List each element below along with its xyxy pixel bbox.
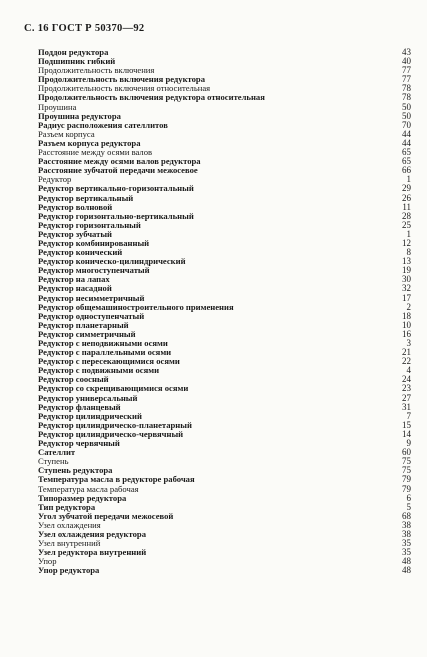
index-term: Продолжительность включения относительная	[38, 83, 211, 94]
index-page-number: 65	[402, 147, 411, 158]
index-term: Редуктор со скрещивающимися осями	[38, 383, 189, 394]
index-term: Тип редуктора	[38, 501, 96, 512]
index-term: Редуктор цилиндрический	[38, 410, 142, 421]
index-page-number: 44	[402, 128, 411, 139]
index-page-number: 22	[402, 356, 411, 367]
index-entry	[38, 439, 411, 448]
index-page-number: 15	[402, 419, 411, 430]
index-page-number: 35	[402, 547, 411, 558]
index-page-number: 43	[402, 47, 411, 57]
index-page-number: 68	[402, 510, 411, 521]
index-page-number: 40	[402, 56, 411, 67]
index-term: Редуктор вертикальный	[38, 192, 134, 203]
index-page-number: 38	[402, 528, 411, 539]
index-page-number: 48	[402, 556, 411, 567]
index-page-number: 5	[406, 501, 411, 512]
index-term: Типоразмер редуктора	[38, 492, 127, 503]
index-page-number: 48	[402, 565, 411, 576]
index-page-number: 10	[402, 319, 411, 330]
index-page-number: 1	[406, 174, 411, 185]
index-term: Разъем корпуса	[38, 128, 95, 139]
index-entry	[38, 566, 411, 575]
index-page-number: 35	[402, 538, 411, 549]
term-index-list	[38, 48, 411, 575]
index-page-number: 66	[402, 165, 411, 176]
index-term: Редуктор горизонтальный	[38, 219, 141, 230]
index-term: Редуктор вертикально-горизонтальный	[38, 183, 194, 194]
index-term: Редуктор фланцевый	[38, 401, 121, 412]
index-term: Разъем корпуса редуктора	[38, 137, 141, 148]
index-page-number: 24	[402, 374, 411, 385]
index-page-number: 9	[406, 438, 411, 449]
index-page-number: 75	[402, 465, 411, 476]
index-term: Ступень редуктора	[38, 465, 113, 476]
index-page-number: 23	[402, 383, 411, 394]
index-page-number: 26	[402, 192, 411, 203]
index-term: Расстояние между осями валов редуктора	[38, 156, 201, 167]
index-page-number: 29	[402, 183, 411, 194]
index-page-number: 77	[402, 65, 411, 76]
index-page-number: 60	[402, 447, 411, 458]
index-term: Узел охлаждения	[38, 519, 101, 530]
index-page-number: 50	[402, 101, 411, 112]
index-term: Редуктор коническо-цилиндрический	[38, 256, 186, 267]
index-term: Подшипник гибкий	[38, 56, 116, 67]
index-term: Редуктор насадной	[38, 283, 112, 294]
index-term: Сателлит	[38, 447, 76, 458]
index-page-number: 77	[402, 74, 411, 85]
index-term: Продолжительность включения	[38, 65, 155, 76]
index-entry	[38, 166, 411, 175]
index-page-number: 2	[406, 301, 411, 312]
index-term: Упор	[38, 556, 57, 567]
index-page-number: 79	[402, 474, 411, 485]
index-term: Редуктор комбинированный	[38, 237, 150, 248]
index-page-number: 44	[402, 137, 411, 148]
index-term: Узел внутренний	[38, 538, 101, 549]
index-term: Проушина редуктора	[38, 110, 121, 121]
index-term: Редуктор одноступенчатый	[38, 310, 145, 321]
index-entry	[38, 448, 411, 457]
index-term: Редуктор	[38, 174, 72, 185]
index-entry	[38, 93, 411, 102]
index-term: Поддон редуктора	[38, 47, 109, 57]
index-page-number: 13	[402, 256, 411, 267]
index-page-number: 78	[402, 92, 411, 103]
index-page-number: 65	[402, 156, 411, 167]
index-page-number: 79	[402, 483, 411, 494]
index-page-number: 18	[402, 310, 411, 321]
index-term: Редуктор планетарный	[38, 319, 129, 330]
index-term: Продолжительность включения редуктора	[38, 74, 205, 85]
index-page-number: 70	[402, 119, 411, 130]
index-page-number: 1	[406, 228, 411, 239]
index-page-number: 32	[402, 283, 411, 294]
index-term: Угол зубчатой передачи межосевой	[38, 510, 174, 521]
index-term: Расстояние между осями валов	[38, 147, 153, 158]
index-term: Редуктор конический	[38, 247, 123, 258]
index-term: Редуктор симметричный	[38, 328, 136, 339]
index-page-number: 16	[402, 328, 411, 339]
index-term: Расстояние зубчатой передачи межосевое	[38, 165, 198, 176]
index-term: Редуктор с пересекающимися осями	[38, 356, 180, 367]
index-term: Продолжительность включения редуктора относительная	[38, 92, 265, 103]
index-page-number: 17	[402, 292, 411, 303]
index-page-number: 25	[402, 219, 411, 230]
index-term: Редуктор общемашиностроительного применения	[38, 301, 234, 312]
index-term: Проушина	[38, 101, 77, 112]
index-page-number: 7	[406, 410, 411, 421]
index-term: Редуктор цилиндрическо-планетарный	[38, 419, 192, 430]
index-term: Редуктор цилиндрическо-червячный	[38, 428, 184, 439]
index-page-number: 3	[406, 338, 411, 348]
index-term: Редуктор зубчатый	[38, 228, 112, 239]
index-term: Упор редуктора	[38, 565, 100, 576]
page-header: С. 16 ГОСТ Р 50370—92	[24, 23, 145, 34]
index-page-number: 27	[402, 392, 411, 403]
index-page-number: 6	[406, 492, 411, 503]
index-page-number: 4	[406, 365, 411, 376]
index-term: Ступень	[38, 456, 69, 467]
index-page-number: 28	[402, 210, 411, 221]
index-term: Редуктор волновой	[38, 201, 113, 212]
index-term: Редуктор с подвижными осями	[38, 365, 160, 376]
index-entry	[38, 548, 411, 557]
index-term: Редуктор соосный	[38, 374, 109, 385]
index-page-number: 11	[402, 201, 411, 212]
index-term: Температура масла рабочая	[38, 483, 139, 494]
index-term: Радиус расположения сателлитов	[38, 119, 168, 130]
index-term: Узел охлаждения редуктора	[38, 528, 146, 539]
index-term: Узел редуктора внутренний	[38, 547, 147, 558]
index-page-number: 12	[402, 237, 411, 248]
index-term: Редуктор многоступенчатый	[38, 265, 150, 276]
index-page-number: 31	[402, 401, 411, 412]
index-page-number: 19	[402, 265, 411, 276]
index-term: Редуктор с параллельными осями	[38, 347, 172, 358]
index-page-number: 78	[402, 83, 411, 94]
index-term: Редуктор червячный	[38, 438, 120, 449]
index-term: Температура масла в редукторе рабочая	[38, 474, 195, 485]
index-term: Редуктор несимметричный	[38, 292, 145, 303]
index-term: Редуктор универсальный	[38, 392, 138, 403]
index-page-number: 75	[402, 456, 411, 467]
index-page-number: 8	[406, 247, 411, 258]
index-page-number: 50	[402, 110, 411, 121]
index-page-number: 38	[402, 519, 411, 530]
index-term: Редуктор на лапах	[38, 274, 110, 285]
index-page-number: 30	[402, 274, 411, 285]
index-page-number: 21	[402, 347, 411, 358]
index-page-number: 14	[402, 428, 411, 439]
index-term: Редуктор горизонтально-вертикальный	[38, 210, 194, 221]
index-term: Редуктор с неподвижными осями	[38, 338, 168, 348]
